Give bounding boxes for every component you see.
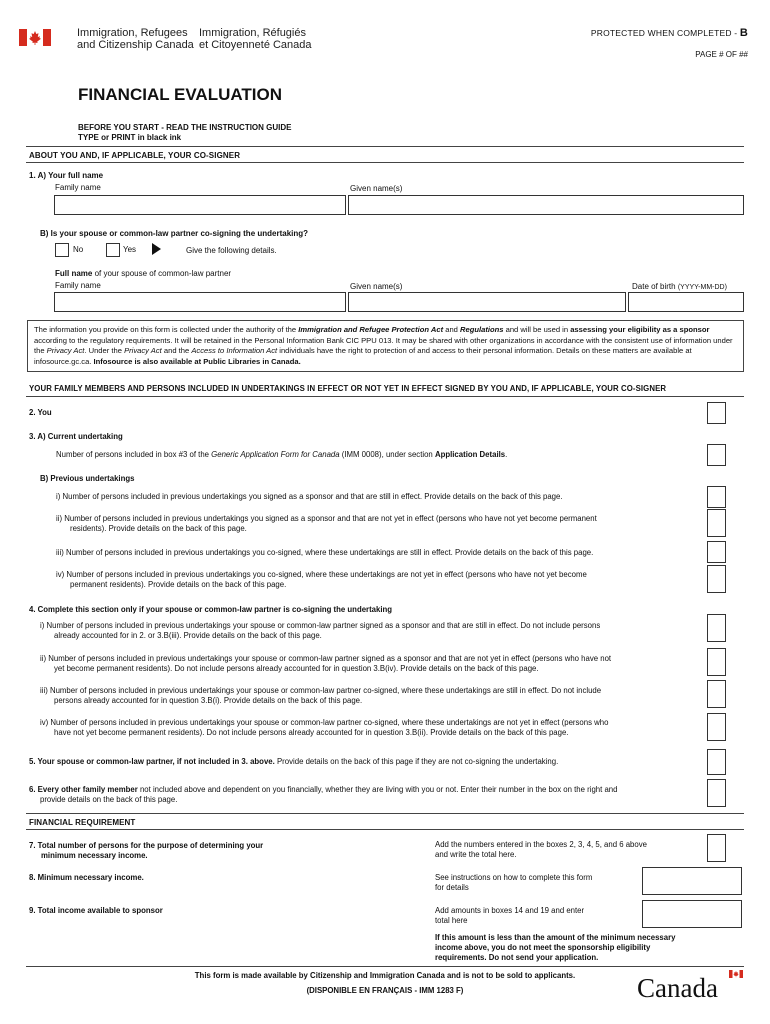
spouse-full-name-label: Full name of your spouse of common-law partner [55,269,232,278]
section-about-heading: ABOUT YOU AND, IF APPLICABLE, YOUR CO-SIGNER [29,151,241,160]
q5-text: 5. Your spouse or common-law partner, if not included in 3. above. Provide details on the back of this page if they are not co-signing the undertaking. [29,757,559,766]
spouse-given-name-label: Given name(s) [350,282,403,291]
no-checkbox[interactable] [55,243,69,257]
divider [26,396,744,397]
q1b-label: B) Is your spouse or common-law partner co-signing the undertaking? [40,229,309,238]
q7-label: 7. Total number of persons for the purpose of determining your minimum necessary income. [29,841,264,860]
canada-wordmark-flag-icon [729,970,743,978]
family-name-input[interactable] [54,195,346,215]
canada-flag-icon [19,29,51,46]
q2-label: 2. You [29,408,52,417]
footer-notice: This form is made available by Citizenship and Immigration Canada and is not to be sold to applicants. [194,971,576,980]
q4-i-count-input[interactable] [707,614,726,642]
q4-iii-text: iii) Number of persons included in previous undertakings your spouse or common-law partner co-signed, where these undertakings are still in effect. Do not include persons already accounted for in question 3.B(i). Provide details on the back of this page. [40,686,602,705]
dob-label: Date of birth (YYYY-MM-DD) [632,282,727,291]
protected-label: PROTECTED WHEN COMPLETED - B [590,27,748,39]
q7-total-input[interactable] [707,834,726,862]
q8-income-input[interactable] [642,867,742,895]
eligibility-warning: If this amount is less than the amount of the minimum necessary income above, you do not meet the sponsorship eligibility requirements. Do not send your application. [435,933,676,962]
q4-ii-count-input[interactable] [707,648,726,676]
q9-income-input[interactable] [642,900,742,928]
q5-count-input[interactable] [707,749,726,775]
no-label: No [73,245,84,254]
q7-note: Add the numbers entered in the boxes 2, 3, 4, 5, and 6 above and write the total here. [435,840,647,859]
department-name-fr: Immigration, Réfugiés et Citoyenneté Canada [199,27,312,51]
given-name-input[interactable] [348,195,744,215]
q3b-i-text: i) Number of persons included in previous undertakings you signed as a sponsor and that are still in effect. Provide details on the back of this page. [56,492,563,501]
q3b-iv-text: iv) Number of persons included in previous undertakings you co-signed, where these undertakings are not yet in effect (persons who have not yet become permanent residents). Provide details on the back of this page. [56,570,587,589]
family-name-label: Family name [55,183,101,192]
section-financial-heading: FINANCIAL REQUIREMENT [29,818,136,827]
q8-label: 8. Minimum necessary income. [29,873,144,882]
spouse-given-name-input[interactable] [348,292,626,312]
give-details-label: Give the following details. [186,246,277,255]
q4-i-text: i) Number of persons included in previous undertakings your spouse or common-law partner signed as a sponsor and that are still in effect. Do not include persons already accounted for in 2. or 3.B(iii). Provide details on the back of this page. [40,621,601,640]
q4-iii-count-input[interactable] [707,680,726,708]
section-family-heading: YOUR FAMILY MEMBERS AND PERSONS INCLUDED IN UNDERTAKINGS IN EFFECT OR NOT YET IN EFFECT SIGNED BY YOU AND, IF APPLICABLE, YOUR CO-SIGNER [29,384,667,393]
privacy-notice: The information you provide on this form is collected under the authority of the Immigration and Refugee Protection Act and Regulations and will be used in assessing your eligibility as a sponsor according to the regulatory requirements. It will be retained in the Personal Information Bank CIC PPU 013. It may be shared with other organizations in accordance with the consistent use of information under the Privacy Act. Under the Privacy Act and the Access to Information Act individuals have the right to protection of and access to their personal information. Details on these matters are available at infosource.gc.ca. Infosource is also available at Public Libraries in Canada. [27,320,744,372]
q2-count-input[interactable] [707,402,726,424]
q4-label: 4. Complete this section only if your spouse or common-law partner is co-signing the undertaking [29,605,393,614]
footer-french-availability: (DISPONIBLE EN FRANÇAIS - IMM 1283 F) [306,986,464,995]
q6-text: 6. Every other family member not included above and dependent on you financially, whether they are living with you or not. Enter their number in the box on the right and provide details on the back of this page. [29,785,618,804]
q9-label: 9. Total income available to sponsor [29,906,163,915]
divider [26,813,744,814]
q3b-iv-count-input[interactable] [707,565,726,593]
divider [26,162,744,163]
page-title: FINANCIAL EVALUATION [78,85,282,104]
q3b-iii-count-input[interactable] [707,541,726,563]
q3b-label: B) Previous undertakings [40,474,135,483]
divider [26,829,744,830]
canada-wordmark: Canada [637,968,749,1002]
dob-input[interactable] [628,292,744,312]
q3b-iii-text: iii) Number of persons included in previous undertakings you co-signed, where these undertakings are still in effect. Provide details on the back of this page. [56,548,594,557]
q6-count-input[interactable] [707,779,726,807]
spouse-family-name-label: Family name [55,281,101,290]
yes-checkbox[interactable] [106,243,120,257]
given-name-label: Given name(s) [350,184,403,193]
page-number: PAGE # OF ## [695,50,748,59]
q3b-ii-count-input[interactable] [707,509,726,537]
q9-note: Add amounts in boxes 14 and 19 and enter total here [435,906,585,925]
instruction-2: TYPE or PRINT in black ink [78,133,182,142]
q3a-text: Number of persons included in box #3 of the Generic Application Form for Canada (IMM 0008), under section Application Details. [56,450,508,459]
q1a-label: 1. A) Your full name [29,171,104,180]
q4-ii-text: ii) Number of persons included in previous undertakings your spouse or common-law partner signed as a sponsor and that are not yet in effect (persons who have not yet become permanent residents). Do not include persons already accounted for in question 3.B(iv). Provide details on the back of this page. [40,654,612,673]
q8-note: See instructions on how to complete this form for details [435,873,593,892]
q4-iv-count-input[interactable] [707,713,726,741]
instruction-1: BEFORE YOU START - READ THE INSTRUCTION GUIDE [78,123,292,132]
arrow-right-icon [152,243,161,255]
q3b-ii-text: ii) Number of persons included in previous undertakings you signed as a sponsor and that are not yet in effect (persons who have not yet become permanent residents). Provide details on the back of this page. [56,514,597,533]
q3a-count-input[interactable] [707,444,726,466]
q3b-i-count-input[interactable] [707,486,726,508]
q4-iv-text: iv) Number of persons included in previous undertakings your spouse or common-law partner co-signed, where these undertakings are not yet in effect (persons who have not yet become permanent residents). Do not include persons already accounted for in question 3.B(ii). Provide details on the back of this page. [40,718,609,737]
department-name-en: Immigration, Refugees and Citizenship Canada [77,27,194,51]
spouse-family-name-input[interactable] [54,292,346,312]
divider [26,966,744,967]
q3a-label: 3. A) Current undertaking [29,432,123,441]
divider [26,146,744,147]
yes-label: Yes [123,245,137,254]
